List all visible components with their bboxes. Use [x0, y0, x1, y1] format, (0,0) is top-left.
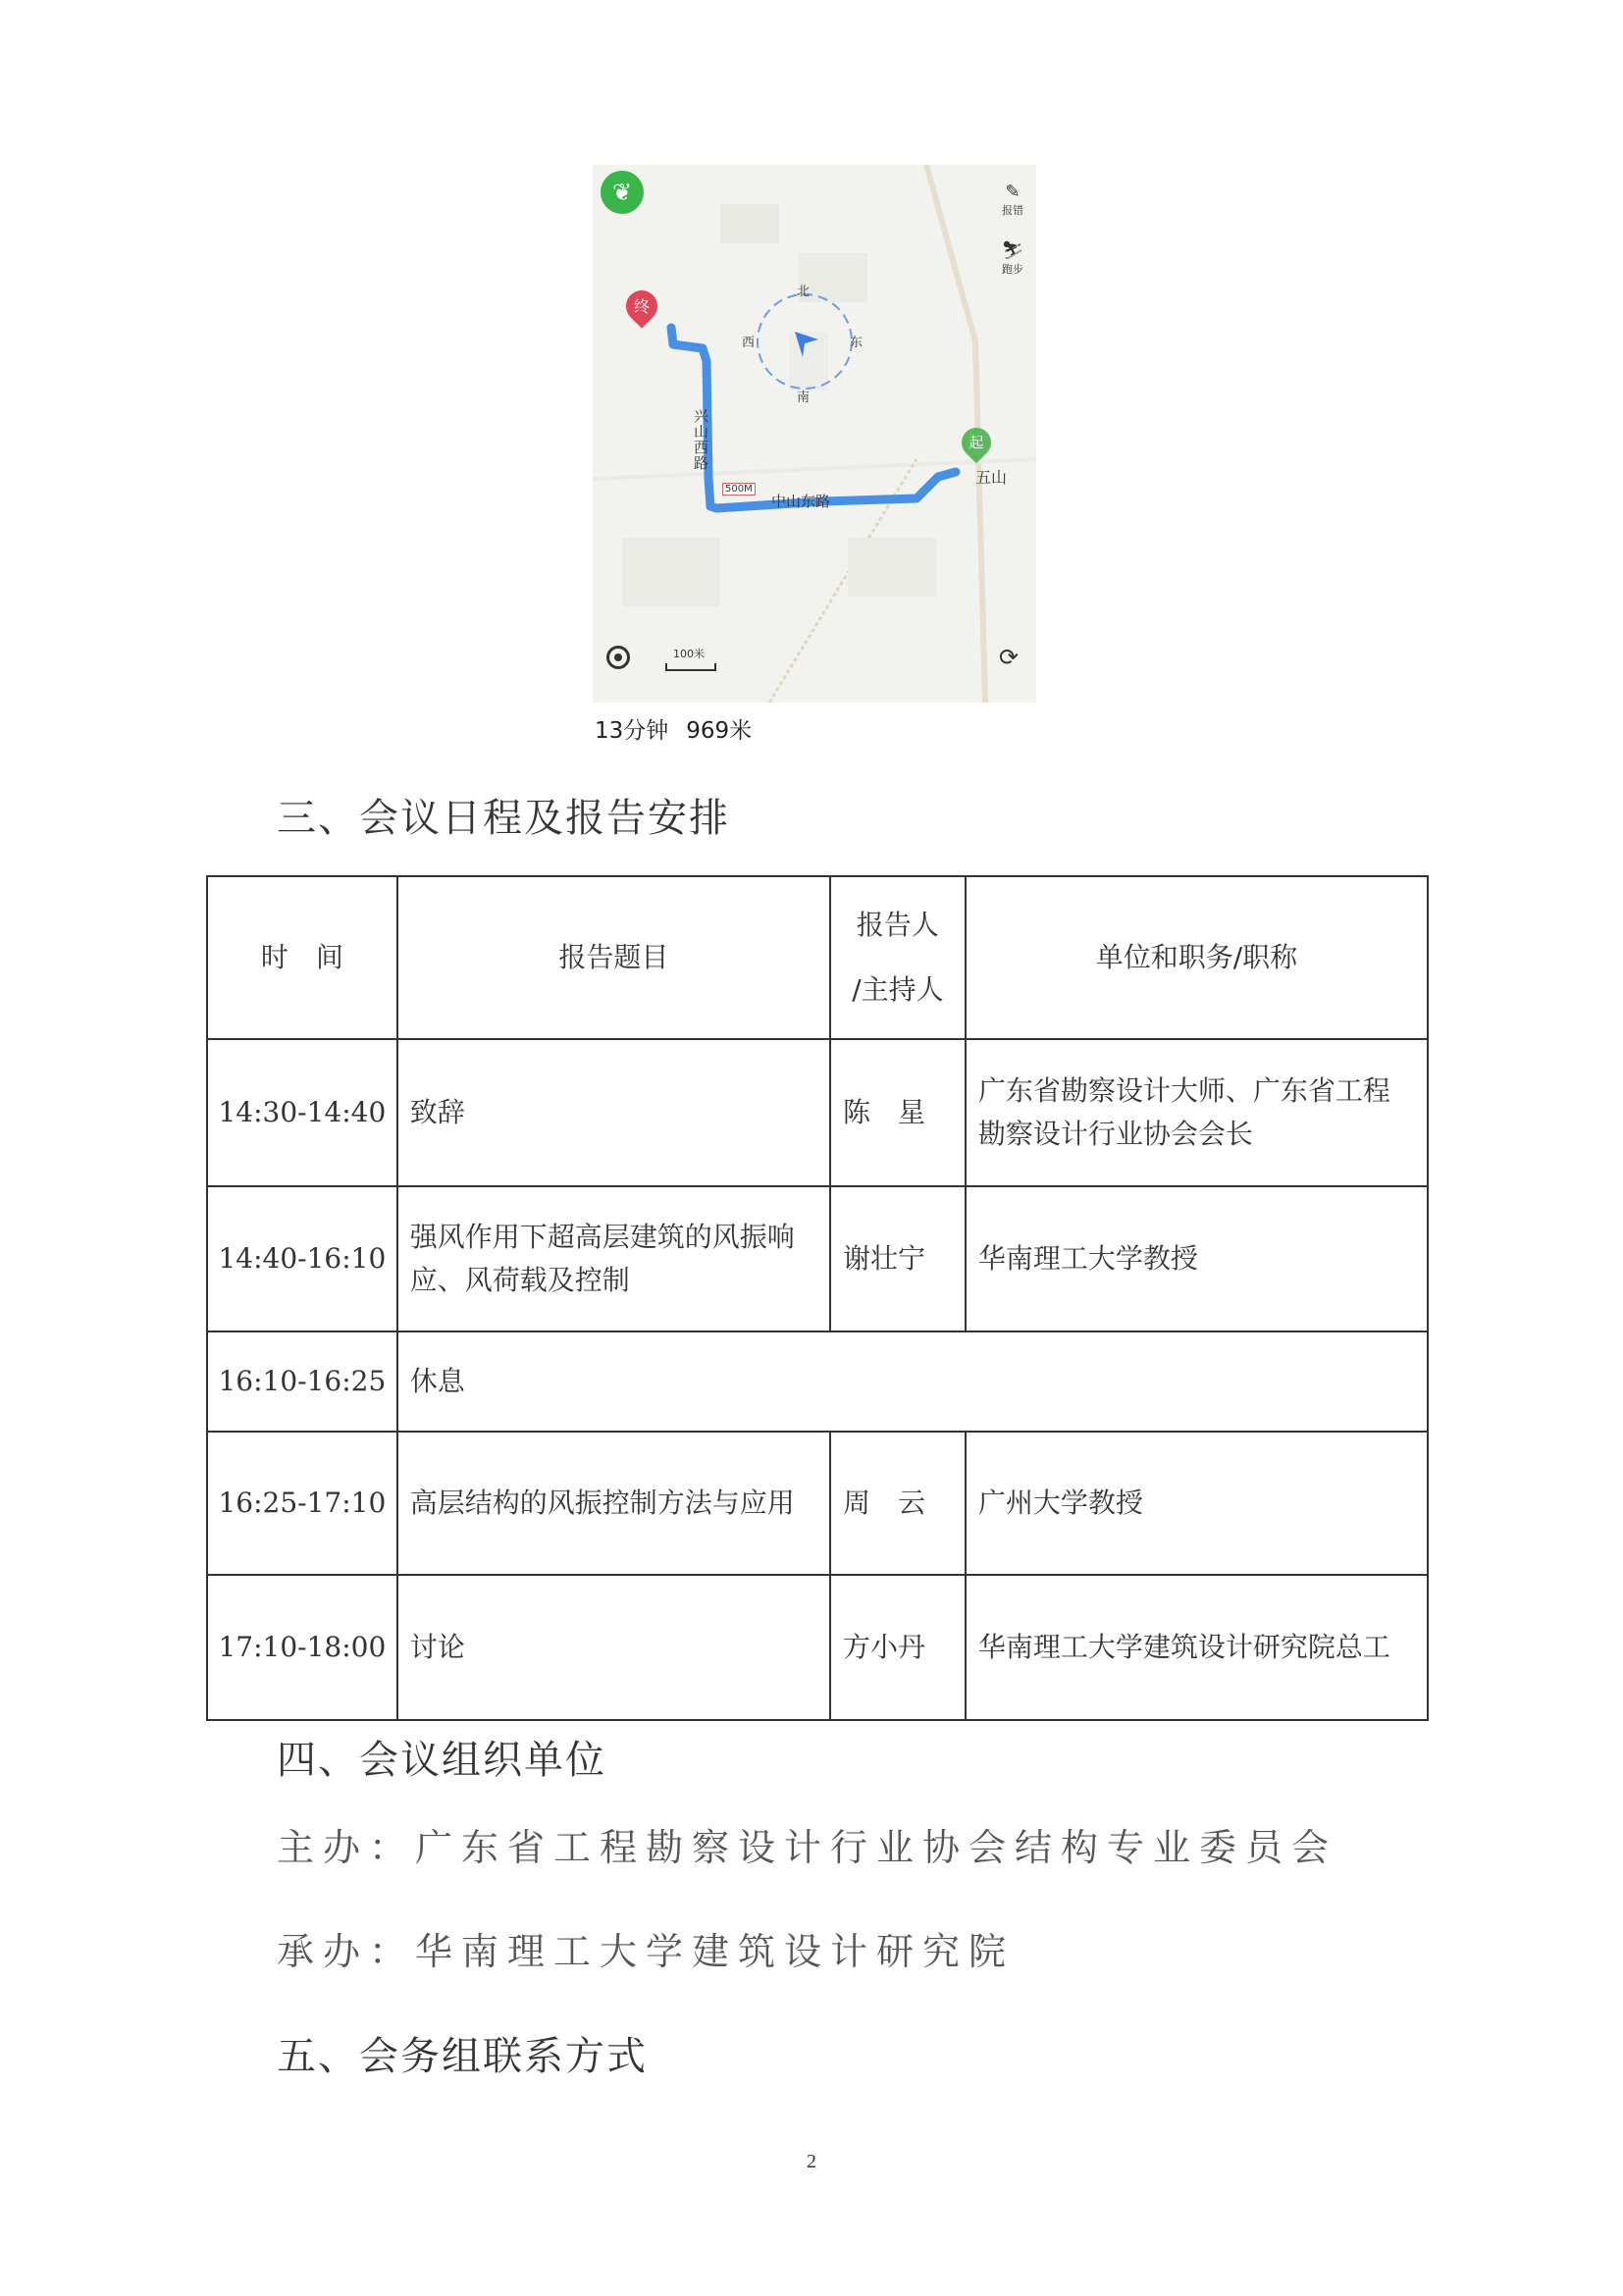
run-icon: ⛷: [1001, 240, 1024, 261]
row-topic: 高层结构的风振控制方法与应用: [397, 1432, 830, 1575]
leaf-icon: ❦: [601, 171, 644, 214]
start-marker-label: 起: [969, 434, 984, 451]
compass-south: 南: [797, 391, 811, 405]
locate-icon: [614, 653, 622, 661]
page-number: 2: [807, 2151, 816, 2172]
row-unit: 广东省勘察设计大师、广东省工程勘察设计行业协会会长: [966, 1039, 1428, 1186]
co-host-organizer: 承办：华南理工大学建筑设计研究院: [277, 1930, 1016, 1973]
table-row: [207, 1575, 1428, 1720]
row-speaker: 周 云: [830, 1432, 966, 1575]
row-topic: 强风作用下超高层建筑的风振响应、风荷载及控制: [397, 1186, 830, 1331]
table-row: [207, 1331, 1428, 1432]
edit-icon: ✎: [1005, 182, 1021, 202]
end-marker-label: 终: [633, 297, 650, 316]
row-time: 16:25-17:10: [207, 1432, 397, 1575]
refresh-icon[interactable]: ⟳: [999, 644, 1020, 671]
compass-east: 东: [850, 336, 864, 350]
row-time: 16:10-16:25: [207, 1331, 397, 1432]
header-time: 时 间: [207, 876, 397, 1039]
road-name-a: 兴山西路: [692, 408, 709, 471]
compass-west: 西: [742, 336, 756, 350]
route-duration: 13分钟: [595, 718, 669, 744]
row-time: 17:10-18:00: [207, 1575, 397, 1720]
header-unit: 单位和职务/职称: [966, 876, 1428, 1039]
route-summary: [595, 712, 769, 745]
route-distance: 969米: [686, 718, 753, 744]
contact-section-title: 五、会务组联系方式: [277, 2034, 648, 2079]
row-unit: 华南理工大学教授: [966, 1186, 1428, 1331]
row-time: 14:40-16:10: [207, 1186, 397, 1331]
table-header-row: [207, 876, 1428, 1039]
scale-label: 100米: [673, 648, 705, 660]
header-topic: 报告题目: [397, 876, 830, 1039]
route-map[interactable]: [593, 165, 1036, 703]
row-topic: 讨论: [397, 1575, 830, 1720]
run-mode-label: 跑步: [1002, 263, 1023, 276]
table-row: [207, 1186, 1428, 1331]
report-error-button[interactable]: [993, 183, 1032, 218]
locate-button[interactable]: [606, 646, 630, 669]
road-name-b: 中山东路: [771, 493, 831, 510]
scale-bar: [665, 663, 716, 671]
row-speaker: 谢壮宁: [830, 1186, 966, 1331]
row-topic: 致辞: [397, 1039, 830, 1186]
schedule-table: [206, 875, 1429, 1721]
table-row: [207, 1039, 1428, 1186]
row-unit: 广州大学教授: [966, 1432, 1428, 1575]
schedule-section-title: 三、会议日程及报告安排: [277, 796, 730, 841]
compass-north: 北: [797, 285, 811, 299]
org-section-title: 四、会议组织单位: [277, 1738, 606, 1783]
row-speaker: 方小丹: [830, 1575, 966, 1720]
header-speaker-line2: /主持人: [852, 973, 944, 1006]
header-speaker-line1: 报告人: [856, 909, 939, 941]
report-error-label: 报错: [1002, 204, 1023, 217]
host-organizer: 主办：广东省工程勘察设计行业协会结构专业委员会: [277, 1826, 1338, 1869]
row-unit: 华南理工大学建筑设计研究院总工: [966, 1575, 1428, 1720]
run-mode-button[interactable]: [993, 241, 1032, 277]
row-time: 14:30-14:40: [207, 1039, 397, 1186]
row-speaker: 陈 星: [830, 1039, 966, 1186]
header-speaker: [830, 876, 966, 1039]
place-start: 五山: [975, 468, 1008, 487]
row-topic: 休息: [397, 1331, 1428, 1432]
distance-tag: 500M: [722, 483, 756, 496]
table-row: [207, 1432, 1428, 1575]
